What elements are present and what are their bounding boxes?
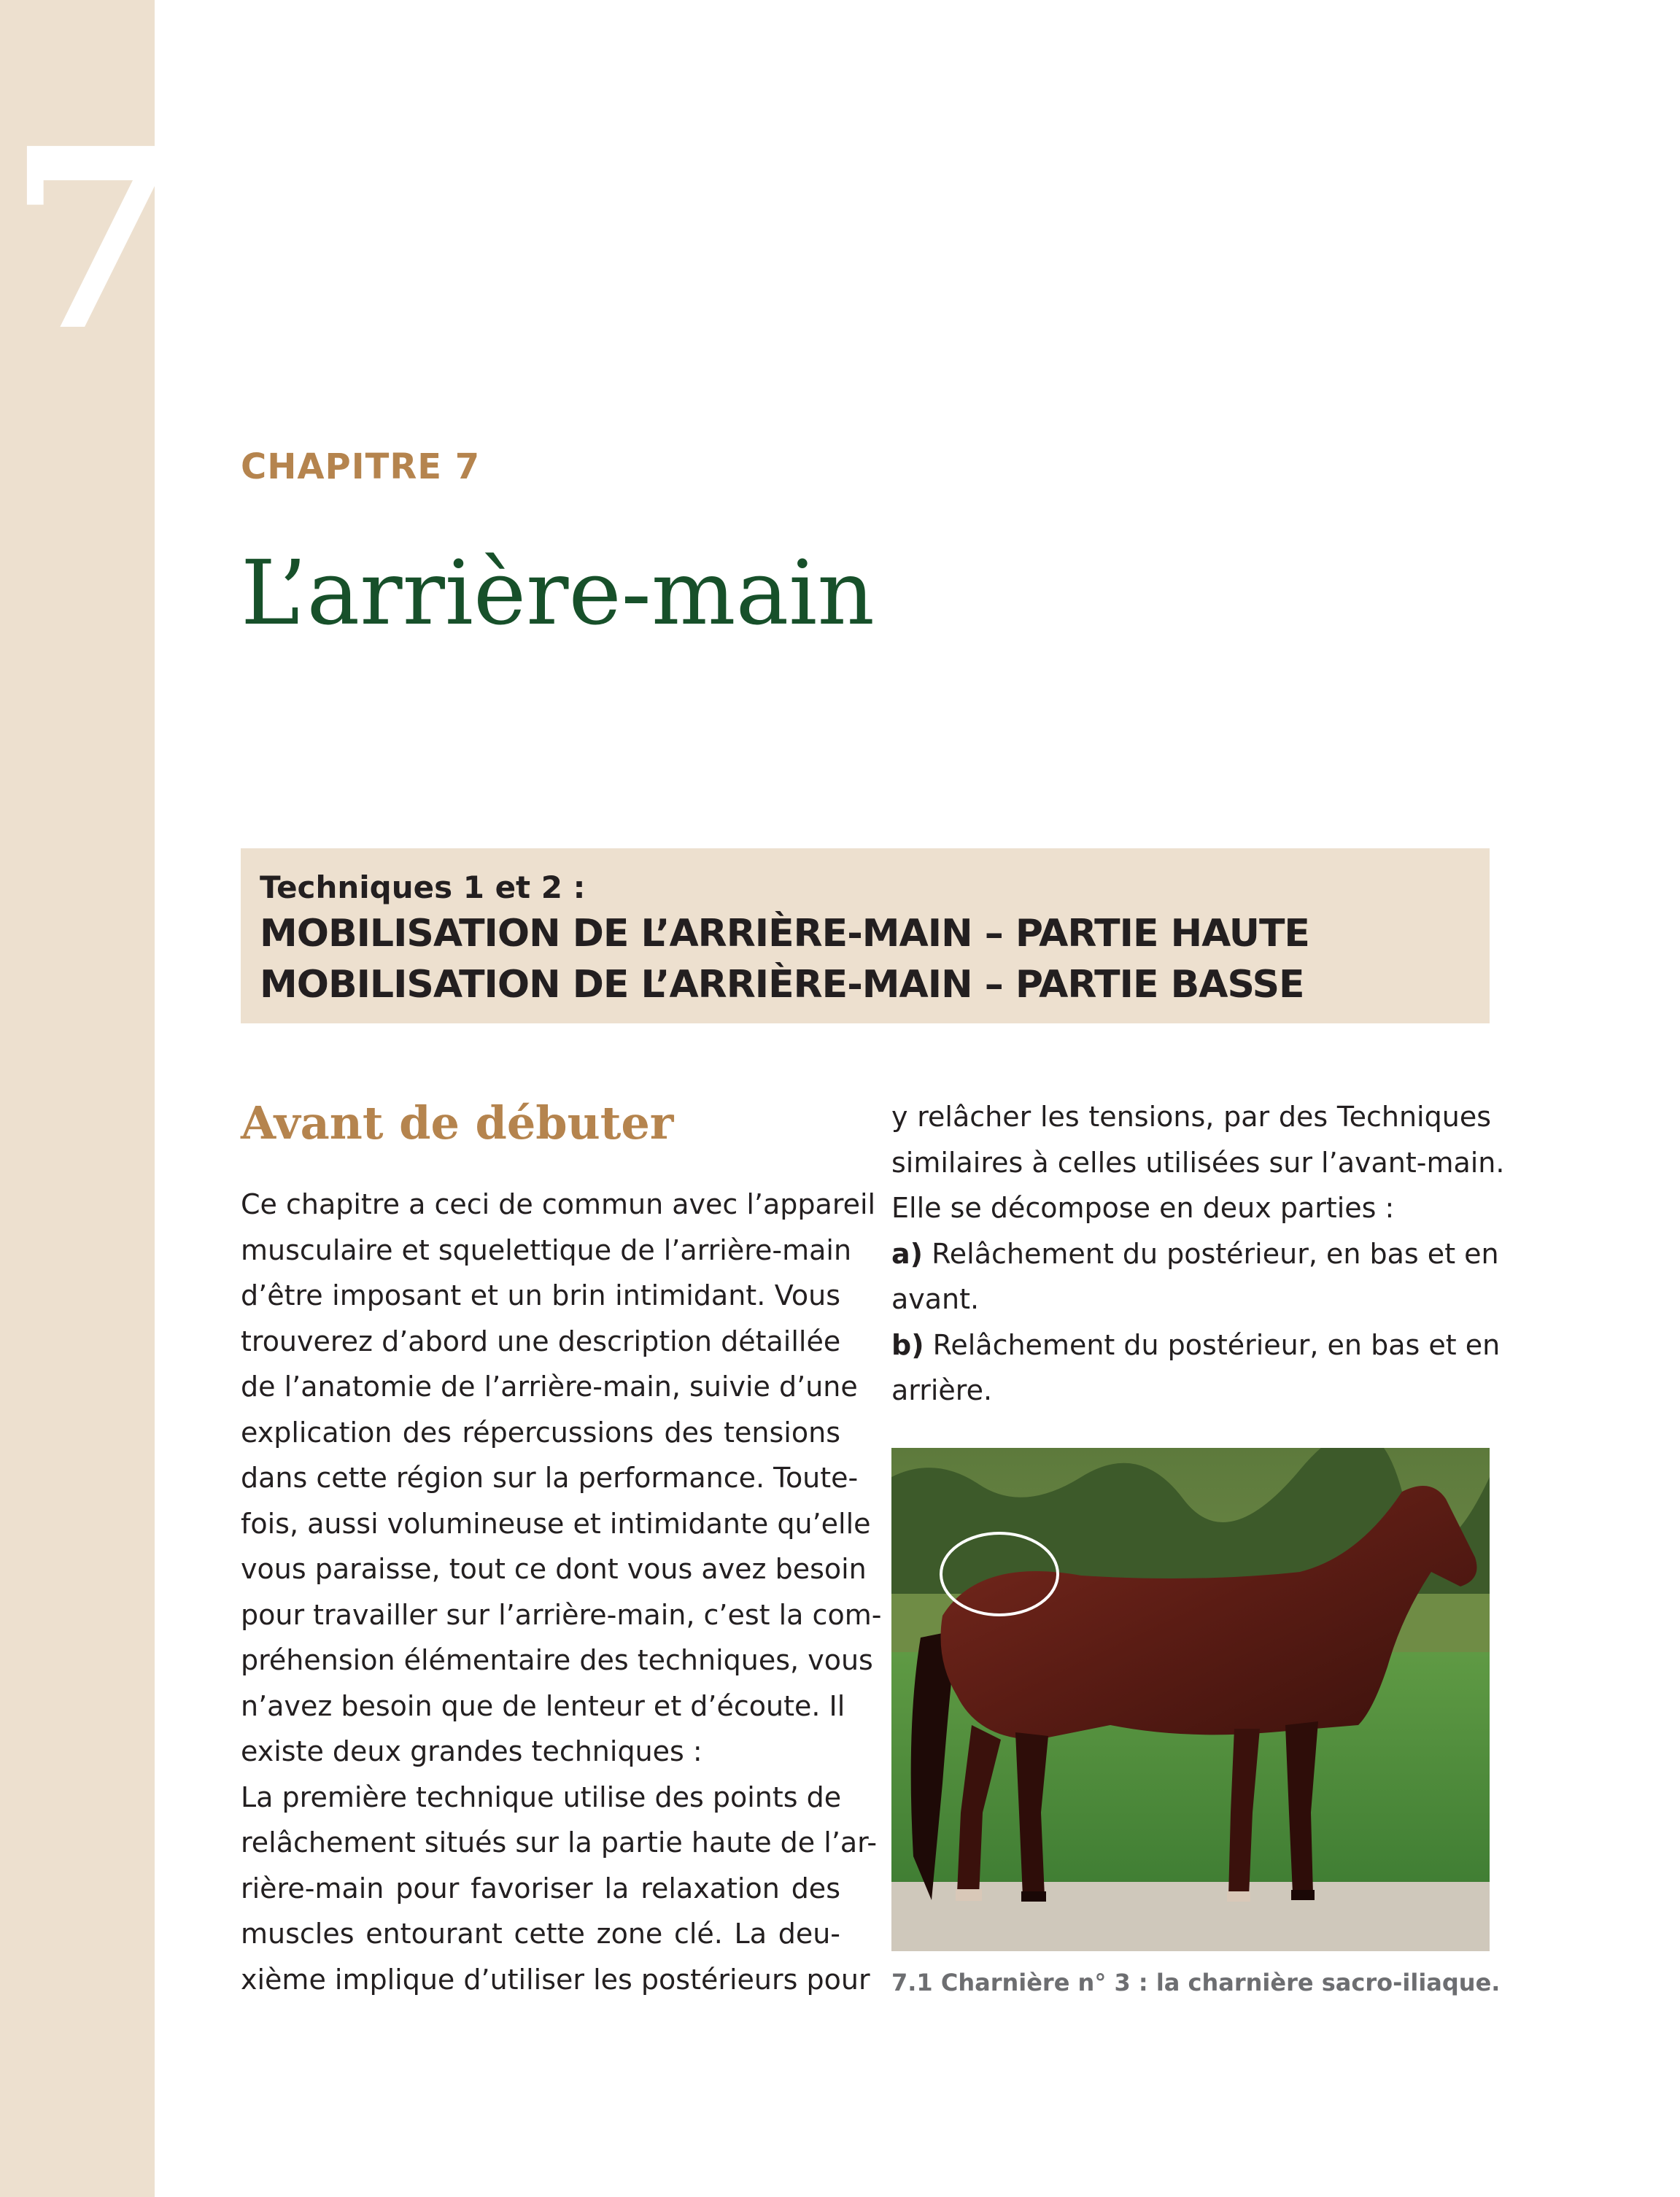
list-item-b	[891, 1322, 1501, 1368]
body-line: La première technique utilise des points de	[241, 1781, 842, 1813]
right-column-text	[891, 1094, 1505, 1414]
body-line: explication des répercussions des tensions	[241, 1416, 840, 1449]
body-line: trouverez d’abord une description détaillée	[241, 1325, 841, 1357]
body-line: similaires à celles utilisées sur l’avant-main.	[891, 1146, 1505, 1179]
body-line: dans cette région sur la performance. Toute-	[241, 1462, 859, 1494]
horse-photo	[891, 1448, 1490, 1951]
hoof	[1291, 1890, 1315, 1900]
hoof	[1227, 1891, 1250, 1902]
techniques-box	[241, 848, 1490, 1023]
body-line: Ce chapitre a ceci de commun avec l’appareil	[241, 1188, 876, 1220]
body-line: xième implique d’utiliser les postérieurs pour	[241, 1963, 870, 1996]
list-marker-a: a)	[891, 1237, 924, 1270]
techniques-subtitle: Techniques 1 et 2 :	[260, 869, 586, 905]
list-item-a-continuation: avant.	[891, 1283, 980, 1315]
figure-caption: 7.1 Charnière n° 3 : la charnière sacro-iliaque.	[891, 1969, 1501, 1996]
body-line: de l’anatomie de l’arrière-main, suivie d’une	[241, 1371, 858, 1403]
technique-line-upper: MOBILISATION DE L’ARRIÈRE-MAIN – PARTIE HAUTE	[260, 912, 1309, 956]
body-line: muscles entourant cette zone clé. La deu-	[241, 1918, 840, 1950]
hoof	[1021, 1891, 1046, 1902]
body-line: fois, aussi volumineuse et intimidante qu’elle	[241, 1507, 871, 1540]
body-line: n’avez besoin que de lenteur et d’écoute. Il	[241, 1689, 845, 1722]
left-column-text	[241, 1182, 882, 2002]
technique-line-lower: MOBILISATION DE L’ARRIÈRE-MAIN – PARTIE BASSE	[260, 963, 1304, 1007]
body-line: d’être imposant et un brin intimidant. Vous	[241, 1279, 840, 1311]
body-line: relâchement situés sur la partie haute de l’ar-	[241, 1826, 878, 1859]
list-item-b-continuation: arrière.	[891, 1374, 993, 1406]
list-item-a	[891, 1231, 1499, 1277]
body-line: existe deux grandes techniques :	[241, 1735, 702, 1767]
body-line: pour travailler sur l’arrière-main, c’est la com-	[241, 1598, 882, 1631]
list-marker-b: b)	[891, 1328, 924, 1361]
list-item-a-text: Relâchement du postérieur, en bas et en	[923, 1237, 1499, 1270]
body-line: rière-main pour favoriser la relaxation des	[241, 1872, 840, 1905]
horse-illustration	[891, 1448, 1490, 1951]
body-line: musculaire et squelettique de l’arrière-main	[241, 1233, 852, 1266]
body-line: y relâcher les tensions, par des Techniques	[891, 1101, 1491, 1133]
chapter-label: CHAPITRE 7	[241, 446, 481, 487]
chapter-number: 7	[7, 95, 180, 386]
body-line: vous paraisse, tout ce dont vous avez besoin	[241, 1553, 867, 1585]
hoof	[956, 1889, 982, 1901]
section-heading: Avant de débuter	[241, 1096, 674, 1150]
body-line: Elle se décompose en deux parties :	[891, 1192, 1395, 1224]
body-line: préhension élémentaire des techniques, vous	[241, 1644, 873, 1676]
list-item-b-text: Relâchement du postérieur, en bas et en	[924, 1328, 1501, 1361]
chapter-title: L’arrière-main	[241, 541, 875, 645]
